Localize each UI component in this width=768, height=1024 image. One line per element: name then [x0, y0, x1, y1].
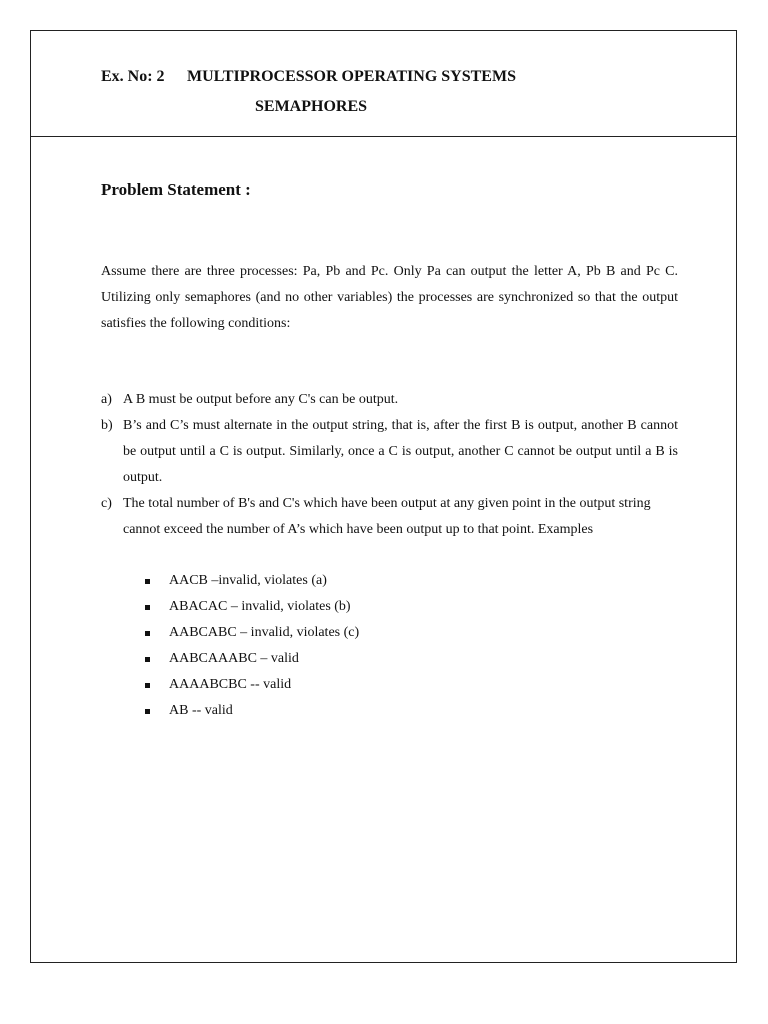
condition-text: The total number of B's and C's which have been output at any given point in the output string cannot exceed the number of A’s which have been output up to that point. Examples [123, 496, 651, 537]
exercise-number: Ex. No: 2 [101, 68, 165, 85]
page-frame [30, 30, 737, 963]
example-text: AABCAAABC – valid [169, 651, 299, 666]
header-box [31, 31, 736, 137]
square-bullet-icon [145, 579, 150, 584]
example-text: ABACAC – invalid, violates (b) [169, 599, 351, 614]
page-title [101, 68, 516, 86]
conditions-list [101, 387, 678, 543]
examples-list [141, 568, 359, 724]
example-item [141, 698, 359, 724]
square-bullet-icon [145, 657, 150, 662]
square-bullet-icon [145, 605, 150, 610]
condition-item-a [101, 387, 678, 413]
example-item [141, 620, 359, 646]
condition-text: B’s and C’s must alternate in the output string, that is, after the first B is output, another B cannot be output until a C is output. Similarly, once a C is output, another C cannot be output until a B is output. [123, 418, 678, 485]
square-bullet-icon [145, 683, 150, 688]
example-text: AB -- valid [169, 703, 233, 718]
example-item [141, 568, 359, 594]
exercise-subtitle: SEMAPHORES [255, 98, 368, 115]
example-text: AAAABCBC -- valid [169, 677, 292, 692]
intro-paragraph: Assume there are three processes: Pa, Pb and Pc. Only Pa can output the letter A, Pb B and Pc C. Utilizing only semaphores (and no other variables) the processes are synchronized so that the output satisfies the following conditions: [101, 264, 678, 331]
condition-marker: a) [101, 392, 112, 407]
condition-marker: b) [101, 418, 113, 433]
condition-item-c [101, 491, 678, 543]
condition-item-b [101, 413, 678, 491]
example-item [141, 594, 359, 620]
square-bullet-icon [145, 709, 150, 714]
square-bullet-icon [145, 631, 150, 636]
example-text: AACB –invalid, violates (a) [169, 573, 327, 588]
exercise-title: MULTIPROCESSOR OPERATING SYSTEMS [187, 68, 516, 85]
example-text: AABCABC – invalid, violates (c) [169, 625, 360, 640]
section-heading: Problem Statement : [101, 180, 251, 199]
condition-text: A B must be output before any C's can be output. [123, 392, 399, 407]
example-item [141, 646, 359, 672]
condition-marker: c) [101, 496, 112, 511]
example-item [141, 672, 359, 698]
